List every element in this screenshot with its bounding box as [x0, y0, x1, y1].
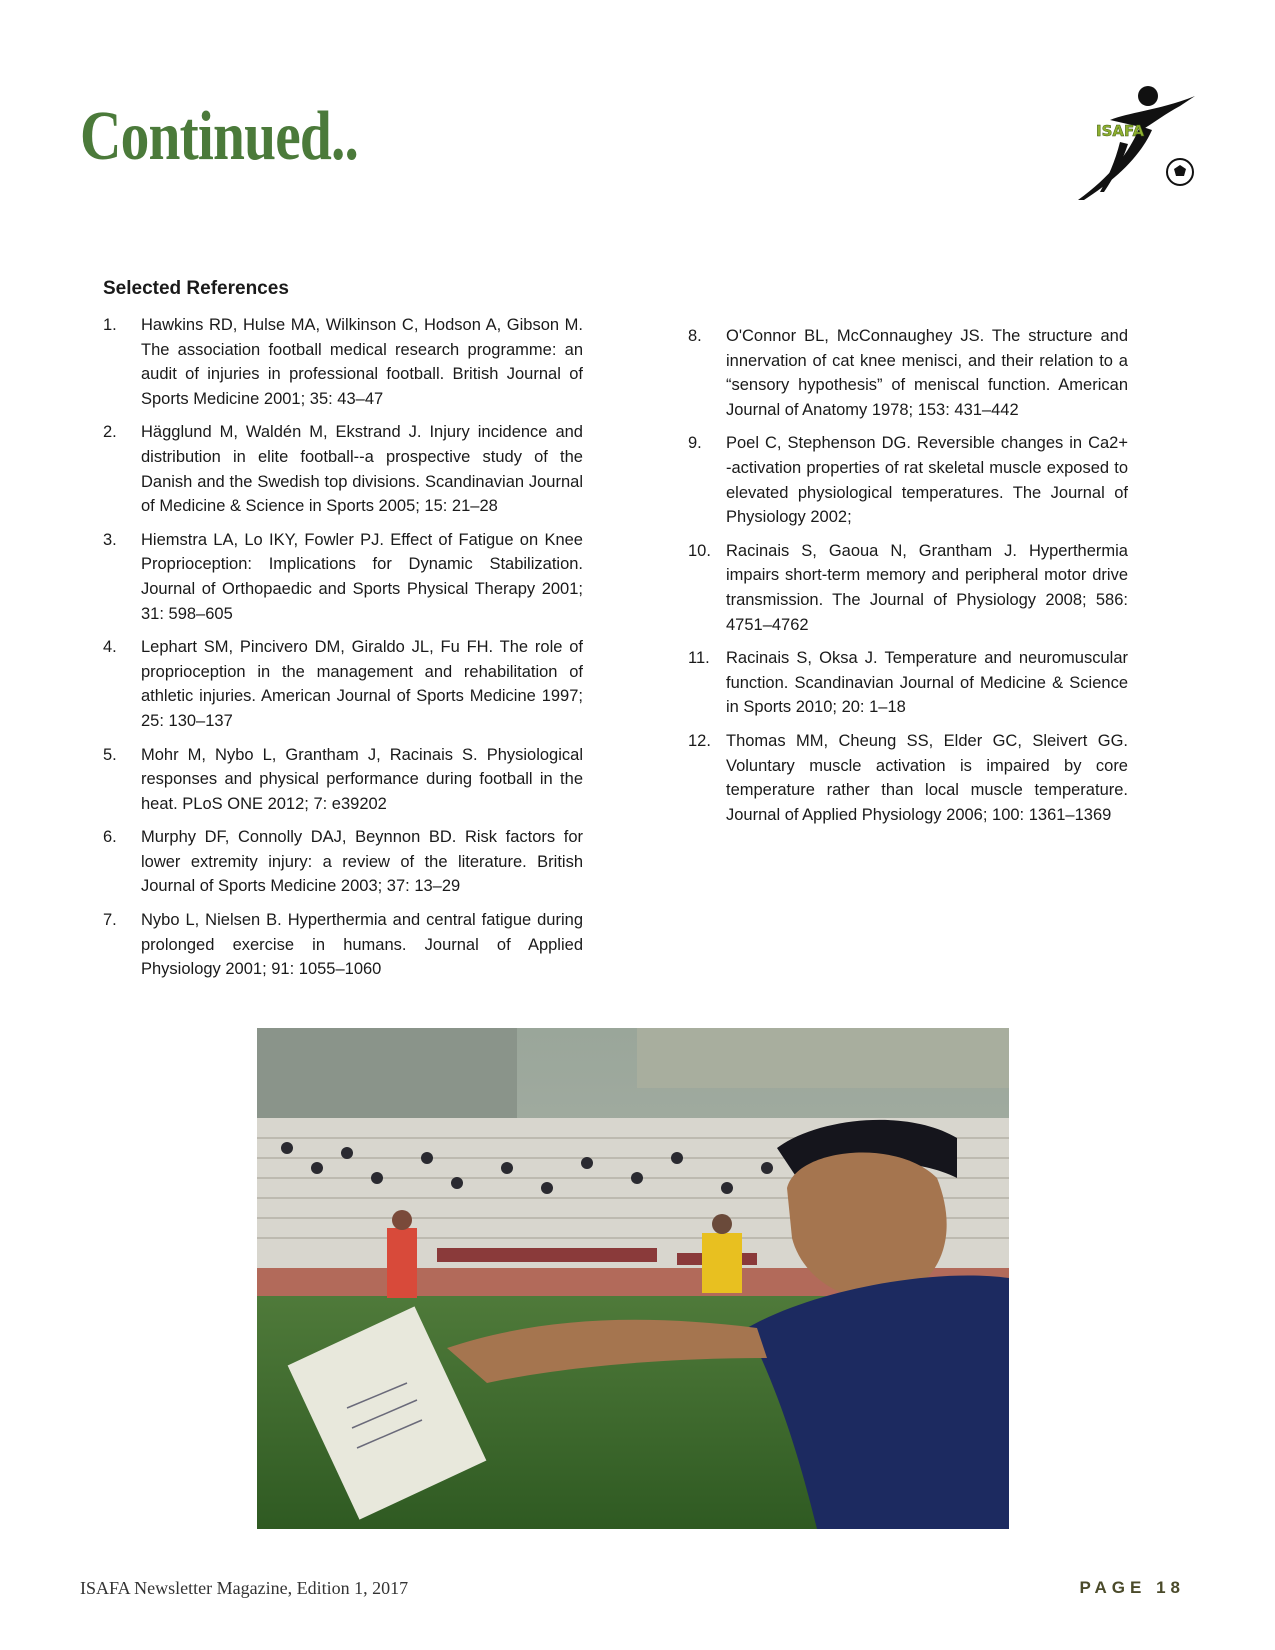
- reference-number: 8.: [688, 327, 702, 345]
- reference-text: Thomas MM, Cheung SS, Elder GC, Sleivert GG. Voluntary muscle activation is impaired by core temperature rather than local muscle temperature. Journal of Applied Physiology 2006; 100: 1361–1369: [726, 731, 1128, 824]
- reference-number: 10.: [688, 541, 711, 560]
- isafa-logo: [1070, 82, 1200, 202]
- reference-text: Hägglund M, Waldén M, Ekstrand J. Injury incidence and distribution in elite football--a prospective study of the Danish and the Swedish top divisions. Scandinavian Journal of Medicine & Science in Sports 2005; 15: 21–28: [141, 423, 583, 516]
- reference-item: [103, 420, 583, 518]
- reference-item: [103, 313, 583, 411]
- reference-number: 5.: [103, 745, 117, 764]
- reference-number: 6.: [103, 828, 117, 847]
- reference-item: [688, 729, 1128, 827]
- reference-item: [103, 908, 583, 982]
- reference-item: [688, 431, 1128, 529]
- reference-number: 7.: [103, 911, 117, 930]
- reference-text: Racinais S, Gaoua N, Grantham J. Hyperthermia impairs short-term memory and peripheral motor drive transmission. The Journal of Physiology 2008; 586: 4751–4762: [726, 541, 1128, 634]
- reference-number: 9.: [688, 434, 702, 453]
- coach-photo: [257, 1028, 1009, 1529]
- references-list-right: [688, 324, 1128, 836]
- references-list-left: [103, 313, 583, 991]
- reference-text: Murphy DF, Connolly DAJ, Beynnon BD. Risk factors for lower extremity injury: a review of the literature. British Journal of Sports Medicine 2003; 37: 13–29: [141, 828, 583, 896]
- page-heading: Continued..: [80, 98, 359, 175]
- reference-text: Racinais S, Oksa J. Temperature and neuromuscular function. Scandinavian Journal of Medicine & Science in Sports 2010; 20: 1–18: [726, 649, 1128, 717]
- reference-text: Poel C, Stephenson DG. Reversible changes in Ca2+ -activation properties of rat skeletal muscle exposed to elevated physiological temperatures. The Journal of Physiology 2002;: [726, 434, 1128, 527]
- reference-text: Hawkins RD, Hulse MA, Wilkinson C, Hodson A, Gibson M. The association football medical research programme: an audit of injuries in professional football. British Journal of Sports Medicine 2001; 35: 43–47: [141, 316, 583, 408]
- reference-item: [688, 324, 1128, 422]
- reference-text: Nybo L, Nielsen B. Hyperthermia and central fatigue during prolonged exercise in humans. Journal of Applied Physiology 2001; 91: 1055–1060: [141, 911, 583, 979]
- references-title: Selected References: [103, 278, 289, 299]
- reference-number: 11.: [688, 649, 710, 668]
- reference-item: [103, 635, 583, 733]
- reference-number: 4.: [103, 638, 117, 657]
- reference-text: Hiemstra LA, Lo IKY, Fowler PJ. Effect of Fatigue on Knee Proprioception: Implications for Dynamic Stabilization. Journal of Orthopaedic and Sports Physical Therapy 2001; 31: 598–605: [141, 530, 583, 623]
- reference-item: [103, 743, 583, 817]
- reference-item: [688, 539, 1128, 637]
- reference-number: 2.: [103, 423, 117, 442]
- reference-number: 1.: [103, 316, 117, 334]
- reference-number: 3.: [103, 530, 117, 549]
- reference-item: [688, 646, 1128, 720]
- reference-text: Mohr M, Nybo L, Grantham J, Racinais S. Physiological responses and physical performance during football in the heat. PLoS ONE 2012; 7: e39202: [141, 745, 583, 813]
- reference-item: [103, 528, 583, 626]
- reference-item: [103, 825, 583, 899]
- footer-page-number: PAGE 18: [1079, 1578, 1185, 1597]
- logo-text: ISAFA: [1096, 122, 1145, 140]
- footer-publication: ISAFA Newsletter Magazine, Edition 1, 2017: [80, 1578, 409, 1598]
- reference-text: Lephart SM, Pincivero DM, Giraldo JL, Fu FH. The role of proprioception in the management and rehabilitation of athletic injuries. American Journal of Sports Medicine 1997; 25: 130–137: [141, 638, 583, 730]
- reference-number: 12.: [688, 731, 711, 750]
- reference-text: O'Connor BL, McConnaughey JS. The structure and innervation of cat knee menisci, and their relation to a “sensory hypothesis” of meniscal function. American Journal of Anatomy 1978; 153: 431–442: [726, 327, 1128, 419]
